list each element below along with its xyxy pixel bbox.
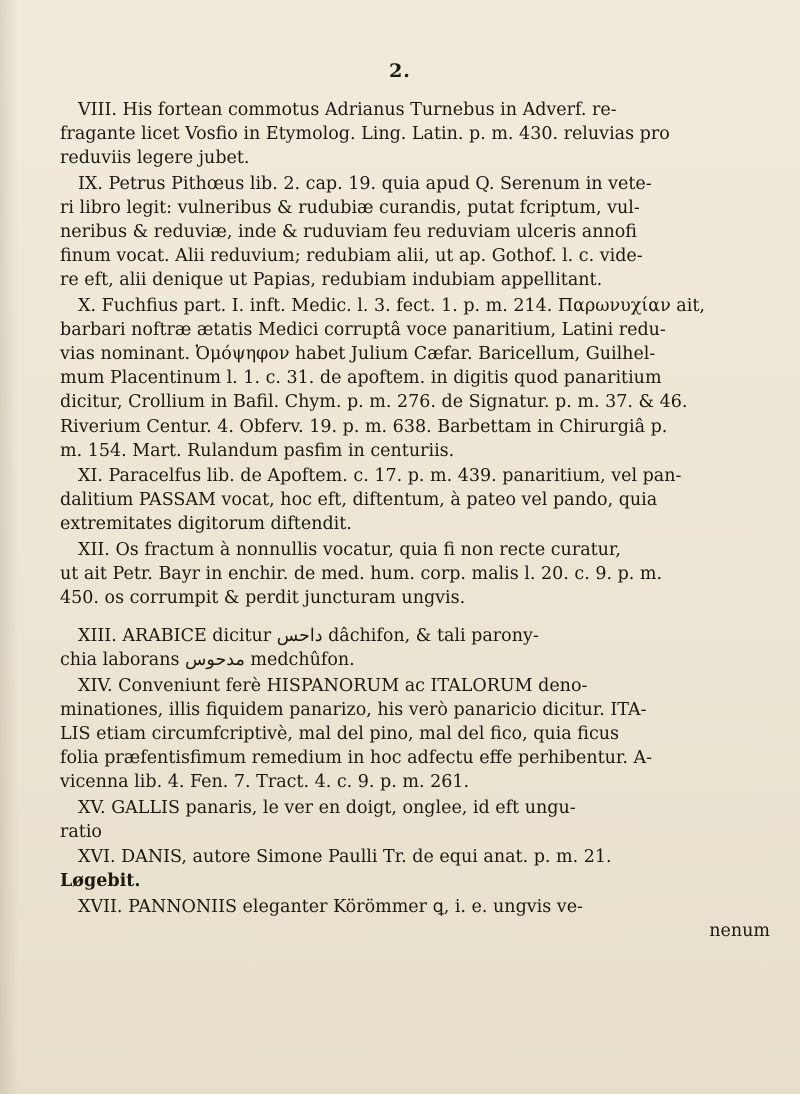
text-line: dicitur, Crollium in Bafil. Chym. p. m. 276. de Signatur. p. m. 37. & 46. [60,392,688,413]
paragraph-x [60,294,770,463]
page-number: 2. [389,60,411,82]
text-line: reduviis legere jubet. [60,148,250,169]
paragraph-xvii [60,895,770,943]
text-line: fragante licet Vosfio in Etymolog. Ling. Latin. p. m. 430. reluvias pro [60,124,670,145]
text-line: vicenna lib. 4. Fen. 7. Tract. 4. c. 9. p. m. 261. [60,772,470,793]
section-number: VIII. [78,100,117,120]
text-line: folia præfentisfimum remedium in hoc adfectu effe perhibentur. A- [60,748,653,769]
section-number: XV. [78,797,106,818]
text-line: His fortean commotus Adrianus Turnebus in Adverf. re- [122,100,617,120]
text-line: DANIS, autore Simone Paulli Tr. de equi anat. p. m. 21. [121,847,612,868]
text-line: Løgebit. [60,871,141,892]
paragraph-xvi [60,845,770,893]
paragraph-xiii [60,624,770,672]
page-body [60,98,770,944]
text-line: 450. os corrumpit & perdit juncturam ungvis. [60,588,466,609]
section-number: XIII. [78,626,117,647]
text-line: Riverium Centur. 4. Obferv. 19. p. m. 638. Barbettam in Chirurgiâ p. [60,416,668,437]
text-line: Paracelfus lib. de Apoftem. c. 17. p. m. 439. panaritium, vel pan- [108,466,682,487]
text-line: Conveniunt ferè HISPANORUM ac ITALORUM deno- [118,675,588,696]
paragraph-ix [60,172,770,293]
text-line: mum Placentinum l. 1. c. 31. de apoftem. in digitis quod panaritium [60,368,662,389]
text-line: finum vocat. Alii reduvium; redubiam alii, ut ap. Gothof. l. c. vide- [60,246,643,267]
text-line: ratio [60,821,102,842]
section-number: XI. [78,466,103,487]
text-line: extremitates digitorum diftendit. [60,514,352,535]
section-number: XVI. [78,847,116,868]
text-line: LIS etiam circumfcriptivè, mal del pino, mal del fico, quia ficus [60,724,620,745]
text-line: Os fractum à nonnullis vocatur, quia fi non recte curatur, [115,539,621,560]
text-line: Petrus Pithœus lib. 2. cap. 19. quia apud Q. Serenum in vete- [108,173,652,194]
text-line: barbari noftræ ætatis Medici corruptâ voce panaritium, Latini redu- [60,319,666,340]
text-line: ut ait Petr. Bayr in enchir. de med. hum. corp. malis l. 20. c. 9. p. m. [60,563,663,584]
text-line: nenum [709,920,770,941]
paragraph-xii [60,538,770,611]
section-number: X. [78,295,97,316]
text-line: PANNONIIS eleganter Körömmer ꝗ, i. e. ungvis ve- [128,896,583,917]
section-number: XII. [78,539,110,560]
text-line: vias nominant. Ὀμόψηφον habet Julium Cæfar. Baricellum, Guilhel- [60,344,656,365]
text-line: chia laborans مدحوس medchûfon. [60,650,355,671]
paragraph-viii [60,98,770,171]
paragraph-xv [60,796,770,844]
paragraph-xiv [60,674,770,795]
section-number: XIV. [78,675,113,696]
text-line: Fuchfius part. I. inft. Medic. l. 3. fect. 1. p. m. 214. Παρωνυχίαν ait, [101,295,705,316]
text-line: m. 154. Mart. Rulandum pasfim in centuriis. [60,440,455,461]
text-line: ri libro legit: vulneribus & rudubiæ curandis, putat fcriptum, vul- [60,197,640,218]
text-line: GALLIS panaris, le ver en doigt, onglee, id eft ungu- [111,797,576,818]
paragraph-xi [60,464,770,537]
text-line: minationes, illis fiquidem panarizo, his verò panaricio dicitur. ITA- [60,699,647,720]
text-line: ARABICE dicitur داحس dâchifon, & tali parony- [122,626,539,647]
section-number: XVII. [78,896,123,917]
text-line: re eft, alii denique ut Papias, redubiam indubiam appellitant. [60,270,603,291]
section-number: IX. [78,173,103,194]
text-line: neribus & reduviæ, inde & ruduviam feu reduviam ulceris annofi [60,222,637,243]
text-line: dalitium PASSAM vocat, hoc eft, diftentum, à pateo vel pando, quia [60,490,658,511]
